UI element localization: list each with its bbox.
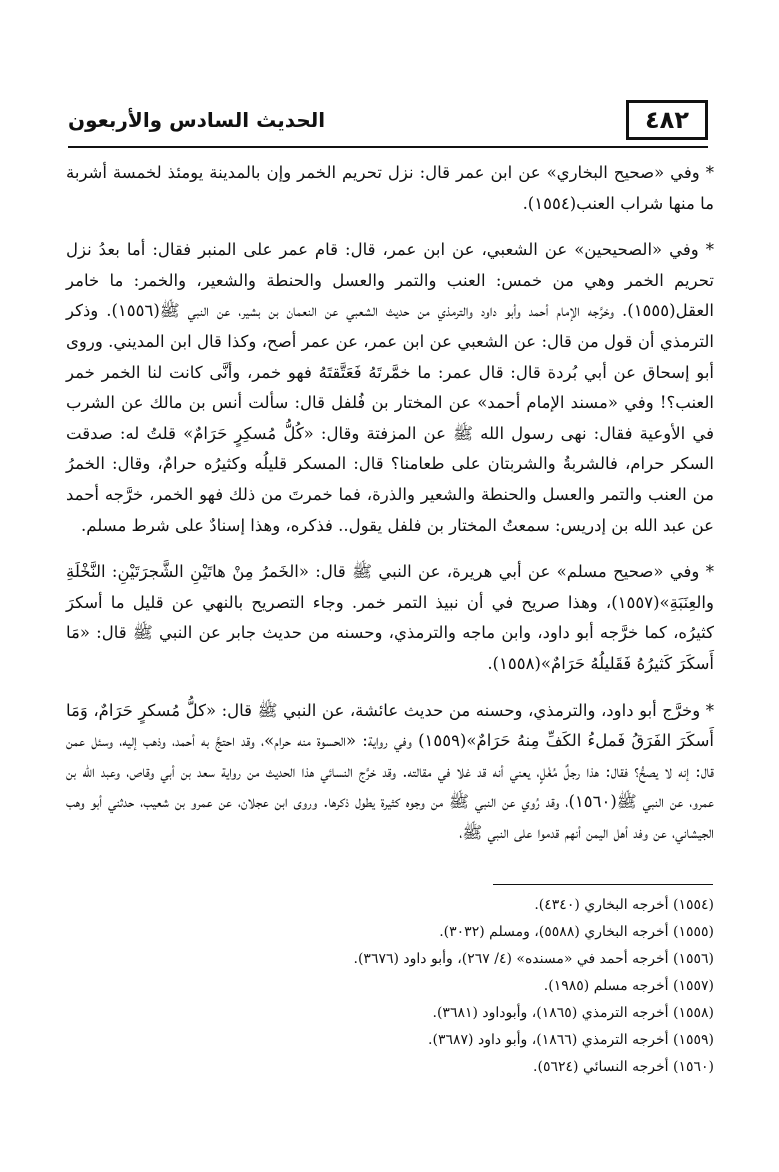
header-rule: [68, 146, 708, 148]
paragraph-bukhari-ibn-umar: * وفي «صحيح البخاري» عن ابن عمر قال: نزل تحريم الخمر وإن بالمدينة يومئذ لخمسة أشربة ما منها شراب العنب(١٥٥٤).: [66, 163, 714, 213]
paragraph-sahihayn-shabi: * وفي «الصحيحين» عن الشعبي، عن ابن عمر، قال: قام عمر على المنبر فقال: أما بعدُ نزل تحريم الخمر وهي من خمس: العنب والتمر والعسل والحنطة والشعير، والخمر: ما خامر العقل(١٥٥٥). وخرَّجه الإمام أحمد وأبو داود والترمذي من حديث الشعبي عن النعمان بن بشير، عن النبي ﷺ(١٥٥٦). وذكر الترمذي أن قول من قال: عن الشعبي عن ابن عمر، عن عمر أصح، وكذا قال ابن المديني. وروى أبو إسحاق عن أبي بُردة قال: قال عمر: ما خمَّرتَهُ فَعَتَّقتَهُ فهو خمر، وأنَّى كانت لنا الخمر خمر العنب؟! وفي «مسند الإمام أحمد» عن المختار بن فُلفل قال: سألت أنس بن مالك عن الشرب في الأوعية فقال: نهى رسول الله ﷺ عن المزفتة وقال: «كُلُّ مُسكِرٍ حَرَامٌ» قلتُ له: صدقت السكر حرام، فالشربةُ والشربتان على طعامنا؟ قال: المسكر قليلُه وكثيرُه حرامٌ، وقال: الخمرُ من العنب والتمر والعسل والحنطة والشعير والذرة، فما خمرتَ من ذلك فهو الخمر، خرَّجه أحمد عن عبد الله بن إدريس: سمعتُ المختار بن فلفل يقول.. فذكره، وهذا إسنادٌ على شرط مسلم.: [66, 240, 714, 535]
paragraph-sahih-muslim: * وفي «صحيح مسلم» عن أبي هريرة، عن النبي ﷺ قال: «الخَمرُ مِنْ هاتَيْنِ الشَّجرَتَيْنِ: النَّخْلَةِ والعِنَبَةِ»(١٥٥٧)، وهذا صريح في أن نبيذ التمر خمر. وجاء التصريح بالنهي عن قليل ما أسكرَ كثيرُه، كما خرَّجه أبو داود، وابن ماجه والترمذي، وحسنه من حديث جابر عن النبي ﷺ قال: «مَا أَسكَرَ كَثيرُهُ فَقَليلُهُ حَرَامٌ»(١٥٥٨).: [66, 562, 714, 673]
footnote-item: (١٥٥٨) أخرجه الترمذي (١٨٦٥)، وأبوداود (٣٦٨١).: [432, 1005, 714, 1021]
page-header: [68, 96, 708, 148]
page-number: ٤٨٢: [626, 100, 708, 140]
footnote-item: (١٥٥٩) أخرجه الترمذي (١٨٦٦)، وأبو داود (٣٦٨٧).: [428, 1032, 714, 1048]
running-title: الحديث السادس والأربعون: [68, 108, 326, 132]
paragraph-abu-dawud-aisha: * وخرَّج أبو داود، والترمذي، وحسنه من حديث عائشة، عن النبي ﷺ قال: «كلُّ مُسكرٍ حَرَامٌ، وَمَا أَسكَرَ الفَرَقُ فَملءُ الكَفِّ مِنهُ حَرَامٌ»(١٥٥٩) وفي رواية: «الحسوة منه حرام»، وقد احتجَّ به أحمد، وذهب إليه، وسئل عمن قال: إنه لا يصحُّ؟ فقال: هذا رجلٌ مُغْلٍ، يعني أنه قد غلا في مقالته. وقد خرَّج النسائي هذا الحديث من رواية سعد بن أبي وقاص، وعبد الله بن عمرو، عن النبي ﷺ(١٥٦٠)، وقد رُوي عن النبي ﷺ من وجوه كثيرة يطول ذكرها. وروى ابن عجلان، عن عمرو بن شعيب، حدثني أبو وهب الجيشاني، عن وفد أهل اليمن أنهم قدموا على النبي ﷺ،: [66, 700, 715, 842]
footnote-item: (١٥٥٥) أخرجه البخاري (٥٥٨٨)، ومسلم (٣٠٣٢).: [439, 924, 714, 940]
footnotes: [66, 892, 714, 1081]
footnote-item: (١٥٥٧) أخرجه مسلم (١٩٨٥).: [543, 978, 714, 994]
body-text: [66, 158, 714, 848]
footnote-item: (١٥٥٤) أخرجه البخاري (٤٣٤٠).: [534, 897, 714, 913]
footnote-separator: [493, 884, 713, 885]
footnote-item: (١٥٦٠) أخرجه النسائي (٥٦٢٤).: [533, 1059, 714, 1075]
footnote-item: (١٥٥٦) أخرجه أحمد في «مسنده» (٤/ ٢٦٧)، وأبو داود (٣٦٧٦).: [353, 951, 714, 967]
